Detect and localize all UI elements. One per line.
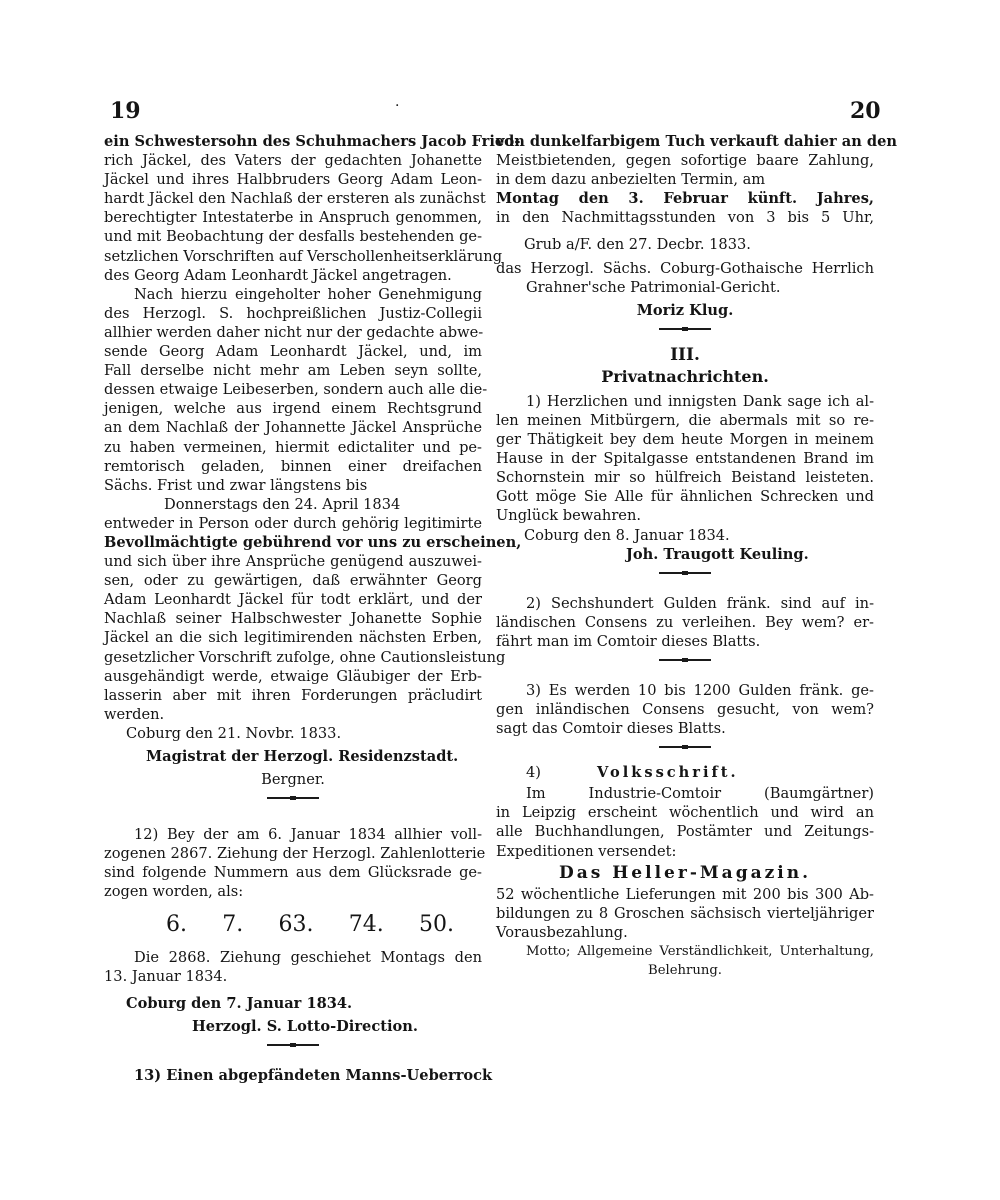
- deadline-date: Donnerstags den 24. April 1834: [164, 495, 401, 513]
- lottery-number: 50.: [419, 911, 454, 937]
- text-line: sende Georg Adam Leonhardt Jäckel, und, im: [104, 343, 482, 361]
- lottery-place-date: Coburg den 7. Januar 1834.: [126, 994, 353, 1012]
- text-line: 3) Es werden 10 bis 1200 Gulden fränk. ge-: [526, 681, 874, 699]
- thanks-place-date: Coburg den 8. Januar 1834.: [524, 526, 730, 544]
- text-line: 12) Bey der am 6. Januar 1834 allhier voll-: [134, 826, 482, 844]
- notice-authority: Magistrat der Herzogl. Residenzstadt.: [146, 748, 459, 765]
- thanks-signature: Joh. Traugott Keuling.: [626, 545, 809, 563]
- lottery-numbers: [104, 910, 482, 940]
- section-divider: [496, 738, 874, 754]
- text-line: in Leipzig erscheint wöchentlich und wird an: [496, 804, 874, 822]
- text-line: Bevollmächtigte gebührend vor uns zu erscheinen,: [104, 533, 522, 551]
- notice-paragraph-3: [104, 514, 522, 724]
- text-line: Schornstein mir so hülfreich Beistand leisteten.: [496, 469, 874, 487]
- left-column: [104, 132, 522, 1085]
- publication-details: [496, 885, 874, 942]
- text-line: sagt das Comtoir dieses Blatts.: [496, 720, 726, 738]
- page-number-left: 19: [110, 98, 141, 124]
- notice-paragraph-2: [104, 285, 488, 495]
- publication-motto: [496, 942, 874, 980]
- next-draw: [104, 948, 482, 986]
- auction-place-date: Grub a/F. den 27. Decbr. 1833.: [524, 236, 751, 254]
- text-line: bildungen zu 8 Groschen sächsisch vierteljähriger: [496, 904, 874, 922]
- text-line: in den Nachmittagsstunden von 3 bis 5 Uhr,: [496, 209, 874, 227]
- text-line: und mit Beobachtung der desfalls bestehenden ge-: [104, 228, 482, 246]
- text-line: dessen etwaige Leibeserben, sondern auch alle die-: [104, 381, 488, 399]
- text-line: rich Jäckel, des Vaters der gedachten Johanette: [104, 152, 482, 170]
- lottery-number: 63.: [278, 911, 314, 937]
- text-line: berechtigter Intestaterbe in Anspruch genommen,: [104, 209, 482, 227]
- notice-place-date: Coburg den 21. Novbr. 1833.: [126, 724, 342, 742]
- text-line: zu haben vermeinen, hiermit edictaliter und pe-: [104, 438, 482, 456]
- lottery-number: 74.: [348, 911, 384, 937]
- text-line: setzlichen Vorschriften auf Verschollenheitserklärung: [104, 247, 503, 265]
- text-line: sind folgende Nummern aus dem Glücksrade ge-: [104, 864, 482, 882]
- text-line: Die 2868. Ziehung geschiehet Montags den: [134, 948, 482, 966]
- text-line: Im Industrie-Comtoir (Baumgärtner): [526, 785, 874, 803]
- text-line: alle Buchhandlungen, Postämter und Zeitungs-: [496, 823, 874, 841]
- notice-paragraph-1: [104, 132, 521, 285]
- magazine-title: Das Heller-Magazin.: [559, 862, 811, 883]
- text-line: Vorausbezahlung.: [496, 923, 628, 941]
- text-line: allhier werden daher nicht nur der gedachte abwe-: [104, 323, 484, 341]
- lottery-notice: [104, 825, 486, 901]
- text-line: Expeditionen versendet:: [496, 842, 677, 860]
- text-line: gen inländischen Consens gesucht, von wem?: [496, 701, 874, 719]
- right-column: [496, 132, 898, 980]
- page-mark: ·: [395, 98, 400, 114]
- auction-notice: [496, 132, 898, 227]
- section-title: Privatnachrichten.: [601, 366, 769, 386]
- text-line: Belehrung.: [648, 963, 722, 978]
- text-line: 13. Januar 1834.: [104, 967, 228, 985]
- notice-signature: Bergner.: [261, 771, 325, 789]
- text-line: Jäckel an die sich legitimirenden nächsten Erben,: [104, 629, 482, 647]
- text-line: jenigen, welche aus irgend einem Rechtsgrund: [104, 400, 482, 418]
- text-line: ger Thätigkeit bey dem heute Morgen in meinem: [496, 431, 874, 449]
- text-line: ländischen Consens zu verleihen. Bey wem? er-: [496, 613, 874, 631]
- auction-signature: Moriz Klug.: [636, 301, 734, 319]
- text-line: Meistbietenden, gegen sofortige baare Zahlung,: [496, 152, 874, 170]
- text-line: Jäckel und ihres Halbbruders Georg Adam Leon-: [104, 171, 482, 189]
- loan-offer-notice: [496, 594, 874, 651]
- text-line: 2) Sechshundert Gulden fränk. sind auf in-: [526, 594, 874, 612]
- text-line: an dem Nachlaß der Johannette Jäckel Ansprüche: [104, 419, 482, 437]
- item-4-number: 4): [526, 764, 541, 782]
- text-line: ein Schwestersohn des Schuhmachers Jacob Fried-: [104, 133, 521, 150]
- text-line: des Herzogl. S. hochpreißlichen Justiz-Collegii: [104, 304, 482, 322]
- text-line: len meinen Mitbürgern, die abermals mit so re-: [496, 411, 874, 429]
- text-line: werden.: [104, 705, 165, 723]
- lottery-authority: Herzogl. S. Lotto-Direction.: [192, 1017, 418, 1035]
- text-line: Hause in der Spitalgasse entstandenen Brand im: [496, 450, 874, 468]
- item-4-title: Volksschrift.: [596, 764, 739, 782]
- text-line: und sich über ihre Ansprüche genügend auszuwei-: [104, 553, 482, 571]
- publication-notice: [496, 784, 874, 860]
- section-divider: [104, 1036, 482, 1052]
- text-line: hardt Jäckel den Nachlaß der ersteren als zunächst: [104, 190, 486, 208]
- text-line: entweder in Person oder durch gehörig legitimirte: [104, 514, 482, 532]
- text-line: Nach hierzu eingeholter hoher Genehmigung: [134, 285, 482, 303]
- text-line: Montag den 3. Februar künft. Jahres,: [496, 190, 874, 208]
- section-divider: [104, 789, 482, 805]
- text-line: zogen worden, als:: [104, 883, 244, 901]
- thanks-notice: [496, 392, 874, 526]
- item-13-line: 13) Einen abgepfändeten Manns-Ueberrock: [134, 1066, 493, 1084]
- section-number: III.: [670, 344, 700, 365]
- text-line: Nachlaß seiner Halbschwester Johanette Sophie: [104, 610, 482, 628]
- text-line: sen, oder zu gewärtigen, daß erwähnter Georg: [104, 572, 482, 590]
- lottery-number: 7.: [222, 911, 244, 937]
- loan-request-notice: [496, 681, 874, 738]
- section-divider: [496, 564, 874, 580]
- text-line: Unglück bewahren.: [496, 507, 641, 525]
- lottery-number: 6.: [166, 911, 187, 937]
- text-line: Fall derselbe nicht mehr am Leben seyn sollte,: [104, 362, 482, 380]
- text-line: des Georg Adam Leonhardt Jäckel angetragen.: [104, 266, 452, 284]
- text-line: zogenen 2867. Ziehung der Herzogl. Zahlenlotterie: [104, 845, 486, 863]
- text-line: Adam Leonhardt Jäckel für todt erklärt, und der: [104, 591, 482, 609]
- text-line: Sächs. Frist und zwar längstens bis: [104, 476, 368, 494]
- section-divider: [496, 320, 874, 336]
- text-line: remtorisch geladen, binnen einer dreifachen: [104, 457, 482, 475]
- text-line: lasserin aber mit ihren Forderungen präcludirt: [104, 686, 482, 704]
- court-line: Grahner'sche Patrimonial-Gericht.: [526, 278, 781, 296]
- section-divider: [496, 651, 874, 667]
- item-4-heading: [496, 762, 874, 784]
- text-line: Motto; Allgemeine Verständlichkeit, Unterhaltung,: [526, 943, 874, 959]
- page-number-right: 20: [850, 98, 881, 124]
- text-line: fährt man im Comtoir dieses Blatts.: [496, 632, 761, 650]
- text-line: Gott möge Sie Alle für ähnlichen Schrecken und: [496, 488, 874, 506]
- court-line: das Herzogl. Sächs. Coburg-Gothaische Herrlich: [496, 259, 874, 277]
- text-line: gesetzlicher Vorschrift zufolge, ohne Cautionsleistung: [104, 648, 506, 666]
- text-line: 1) Herzlichen und innigsten Dank sage ich al-: [526, 392, 874, 410]
- text-line: 52 wöchentliche Lieferungen mit 200 bis 300 Ab-: [496, 885, 874, 903]
- text-line: von dunkelfarbigem Tuch verkauft dahier an den: [496, 133, 898, 150]
- text-line: in dem dazu anbezielten Termin, am: [496, 171, 766, 189]
- text-line: ausgehändigt werde, etwaige Gläubiger der Erb-: [104, 667, 482, 685]
